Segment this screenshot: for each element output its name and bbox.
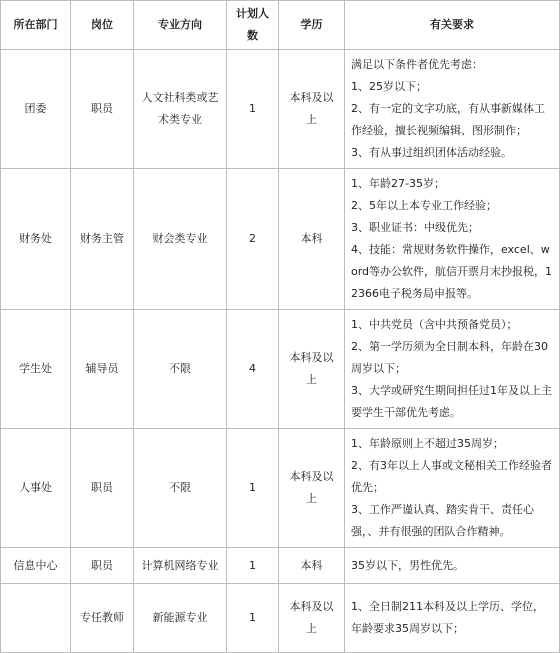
cell-post: 职员 [71, 50, 134, 169]
requirement-line: 3、职业证书：中级优先； [351, 221, 479, 234]
cell-major: 财会类专业 [134, 169, 227, 310]
requirement-line: 1、中共党员（含中共预备党员）； [351, 318, 518, 331]
cell-requirements [345, 429, 560, 548]
header-count: 计划人数 [227, 1, 279, 50]
cell-edu: 本科及以上 [279, 584, 345, 653]
requirement-line: 2、第一学历须为全日制本科，年龄在30周岁以下； [351, 340, 548, 375]
requirement-line: 35岁以下，男性优先。 [351, 558, 464, 572]
cell-major: 新能源专业 [134, 584, 227, 653]
requirement-line: 1、全日制211本科及以上学历、学位，年龄要求35周岁以下； [351, 600, 544, 635]
cell-edu: 本科及以上 [279, 310, 345, 429]
table-row [1, 429, 560, 548]
table-row [1, 310, 560, 429]
requirement-line: 3、有从事过组织团体活动经验。 [351, 146, 512, 159]
cell-major: 不限 [134, 429, 227, 548]
requirement-line: 3、工作严谨认真、踏实肯干、责任心强，、并有很强的团队合作精神。 [351, 503, 534, 538]
table-row [1, 50, 560, 169]
cell-dept: 财务处 [1, 169, 71, 310]
requirement-line: 3、大学或研究生期间担任过1年及以上主要学生干部优先考虑。 [351, 384, 552, 419]
table-row [1, 584, 560, 653]
cell-count: 1 [227, 50, 279, 169]
cell-count: 1 [227, 584, 279, 653]
requirement-line: 2、5年以上本专业工作经验； [351, 199, 497, 212]
cell-edu: 本科及以上 [279, 429, 345, 548]
cell-major: 人文社科类或艺术类专业 [134, 50, 227, 169]
table-row [1, 169, 560, 310]
cell-major: 计算机网络专业 [134, 548, 227, 584]
cell-count: 1 [227, 429, 279, 548]
cell-post: 辅导员 [71, 310, 134, 429]
requirement-line: 2、有一定的文字功底，有从事新媒体工作经验，擅长视频编辑、图形制作； [351, 102, 545, 137]
cell-count: 2 [227, 169, 279, 310]
cell-edu: 本科及以上 [279, 50, 345, 169]
cell-count: 4 [227, 310, 279, 429]
cell-post: 专任教师 [71, 584, 134, 653]
cell-requirements [345, 310, 560, 429]
table-header-row [1, 1, 560, 50]
cell-edu: 本科 [279, 548, 345, 584]
requirement-line: 1、25岁以下； [351, 80, 427, 93]
cell-requirements [345, 169, 560, 310]
cell-dept: 学生处 [1, 310, 71, 429]
requirement-line: 2、有3年以上人事或文秘相关工作经验者优先； [351, 459, 552, 494]
header-edu: 学历 [279, 1, 345, 50]
cell-dept: 团委 [1, 50, 71, 169]
table-row [1, 548, 560, 584]
requirement-line: 1、年龄原则上不超过35周岁； [351, 437, 504, 450]
cell-requirements [345, 50, 560, 169]
cell-post: 职员 [71, 548, 134, 584]
cell-requirements [345, 584, 560, 653]
requirement-line: 4、技能：常规财务软件操作，excel、word等办公软件，航信开票月末抄报税，12366电子税务局申报等。 [351, 243, 553, 300]
header-reqs: 有关要求 [345, 1, 560, 50]
cell-count: 1 [227, 548, 279, 584]
cell-dept [1, 584, 71, 653]
header-post: 岗位 [71, 1, 134, 50]
requirement-line: 满足以下条件者优先考虑： [351, 58, 483, 71]
cell-post: 职员 [71, 429, 134, 548]
header-major: 专业方向 [134, 1, 227, 50]
cell-post: 财务主管 [71, 169, 134, 310]
requirement-line: 1、年龄27-35岁； [351, 177, 445, 190]
cell-major: 不限 [134, 310, 227, 429]
cell-dept: 信息中心 [1, 548, 71, 584]
cell-edu: 本科 [279, 169, 345, 310]
cell-requirements [345, 548, 560, 584]
header-dept: 所在部门 [1, 1, 71, 50]
cell-dept: 人事处 [1, 429, 71, 548]
